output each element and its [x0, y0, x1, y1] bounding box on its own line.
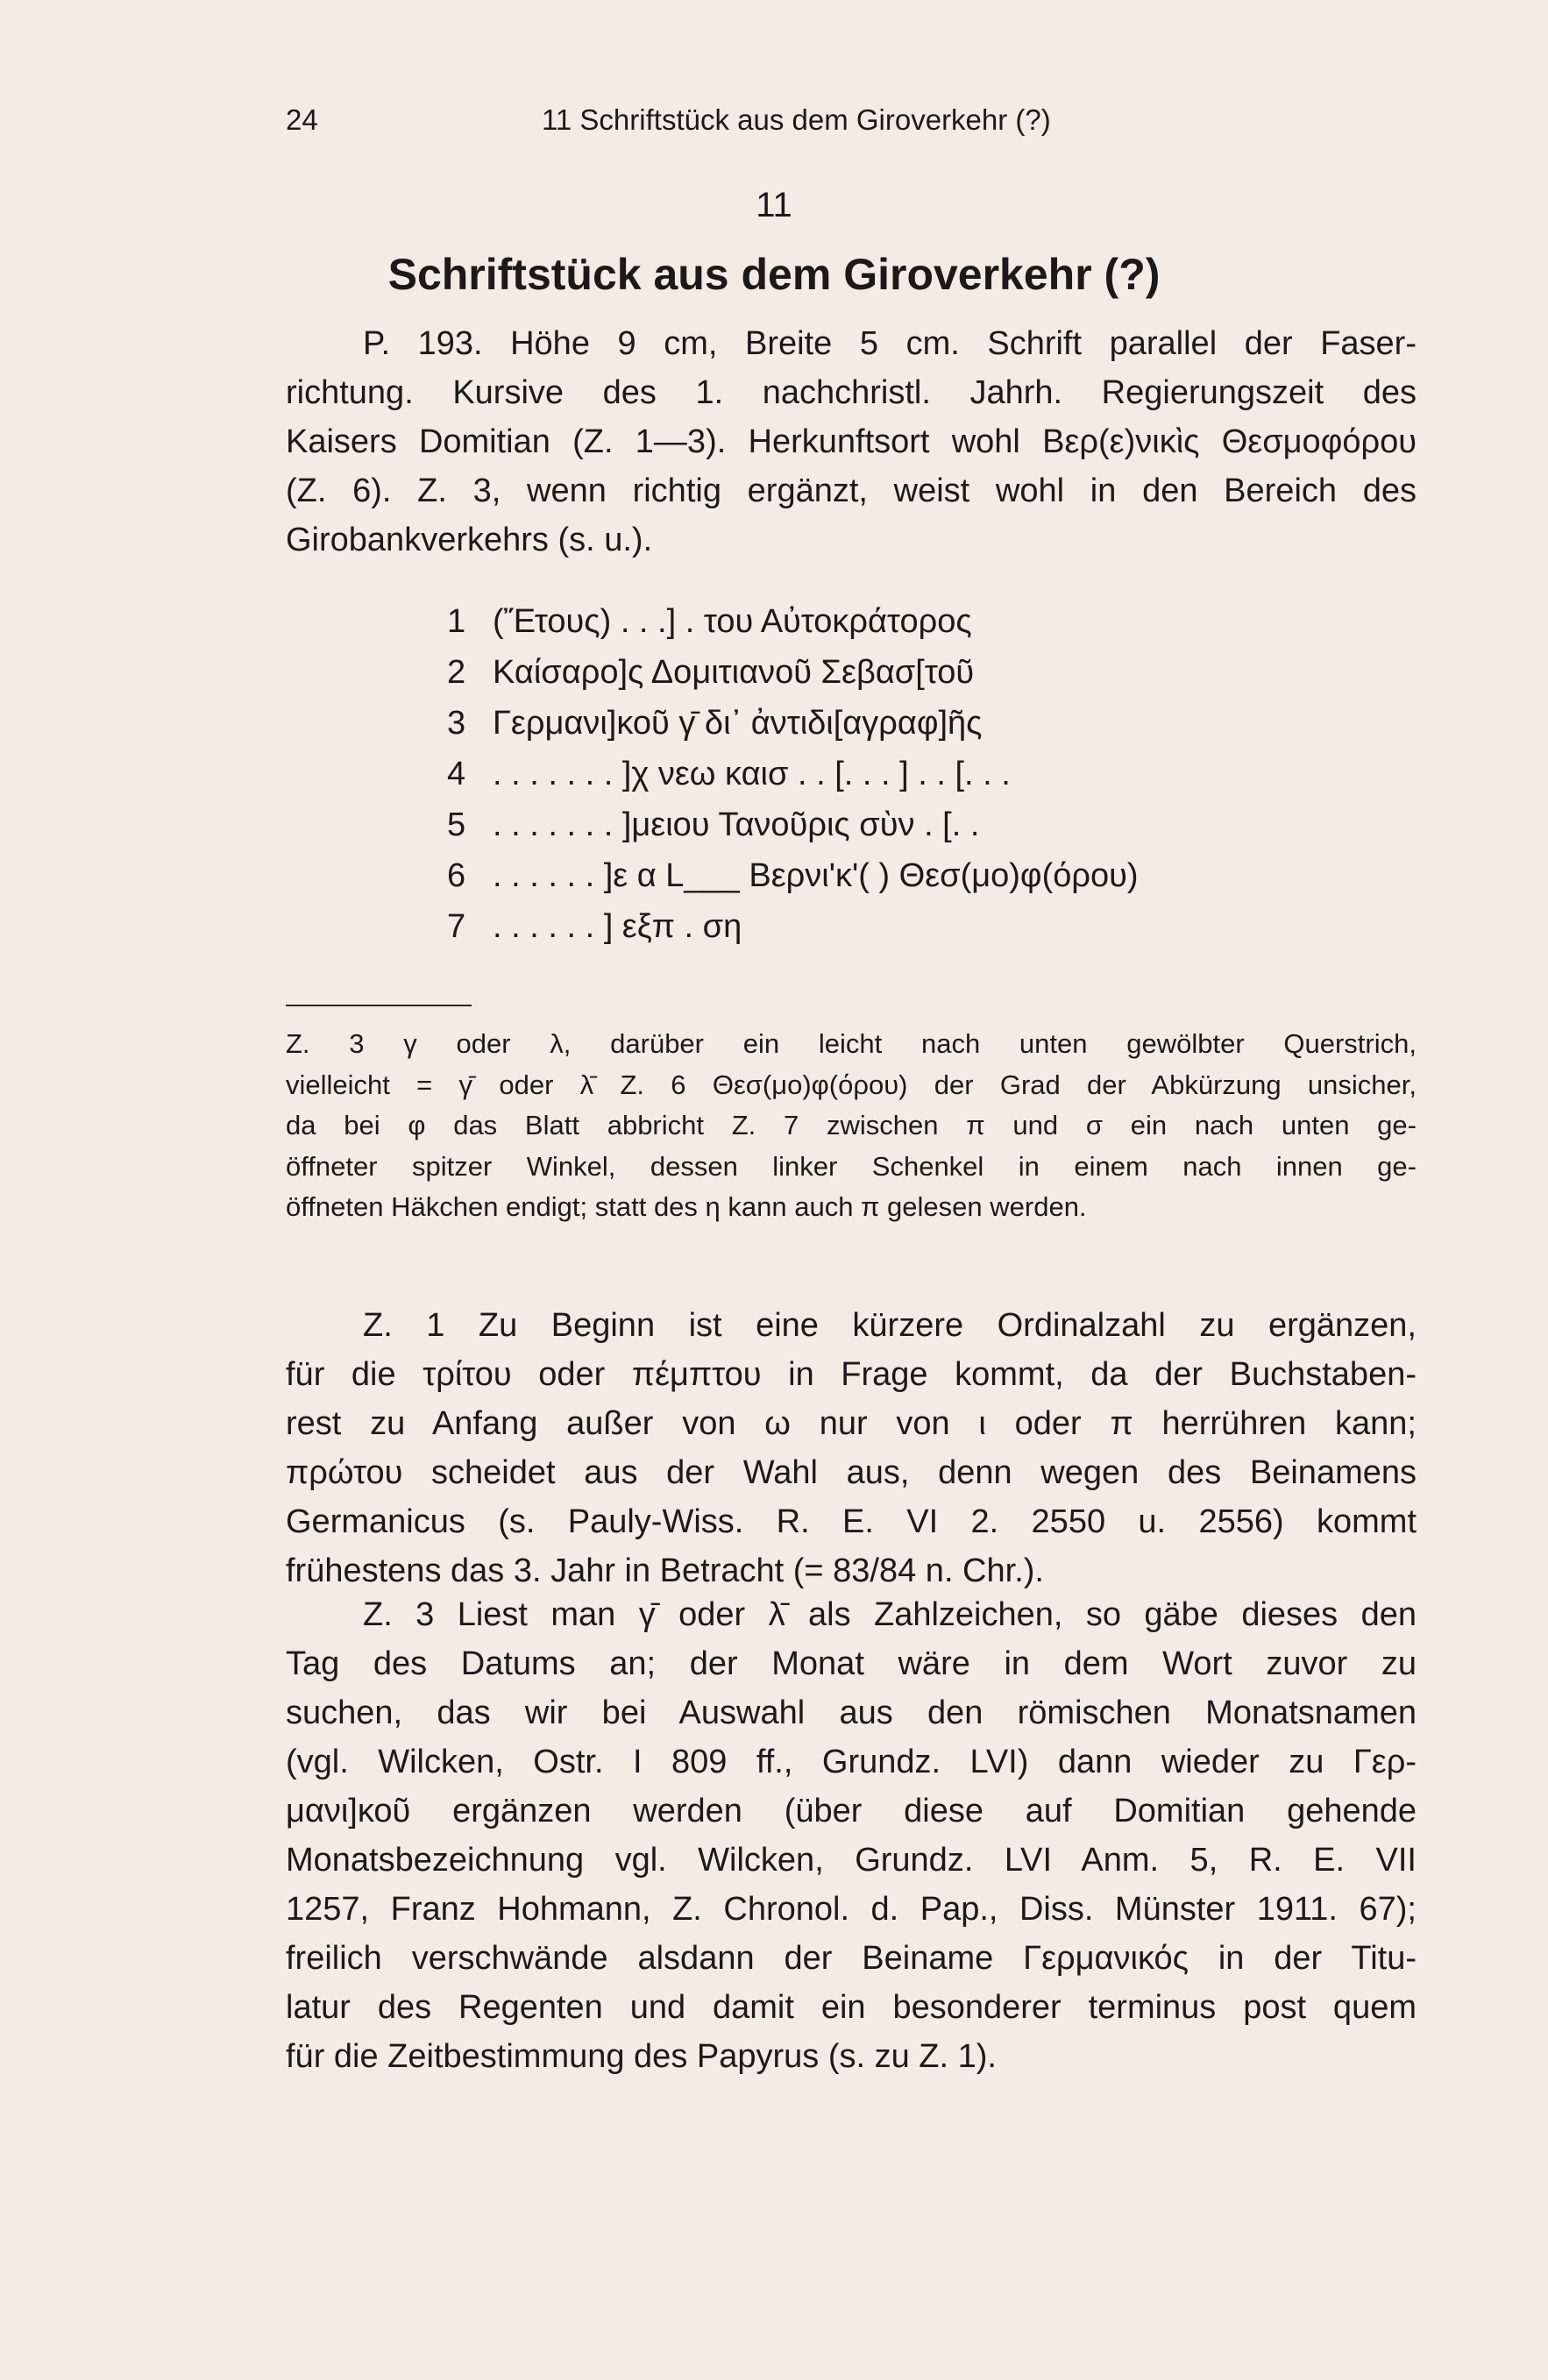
description-paragraph — [286, 319, 1417, 565]
commentary-line: μανι]κοῦ ergänzen werden (über diese auf Domitian gehende — [286, 1793, 1417, 1829]
edition-line — [447, 850, 1324, 901]
edition-text: Γερμανι]κοῦ γ̄ δι᾽ ἀντιδι[αγραφ]ῆς — [493, 705, 983, 742]
description-line: (Z. 6). Z. 3, wenn richtig ergänzt, weist wohl in den Bereich des — [286, 472, 1417, 509]
commentary-line: Z. 3 Liest man γ̄ oder λ̄ als Zahlzeichen, so gäbe dieses den — [363, 1596, 1417, 1633]
edition-line — [447, 596, 1324, 647]
section-number: 11 — [756, 186, 792, 224]
edition-text: . . . . . . . ]χ νεω καισ . . [. . . ] . . [. . . — [493, 756, 1011, 792]
description-line: Girobankverkehrs (s. u.). — [286, 522, 653, 558]
line-number: 1 — [447, 603, 466, 640]
line-number: 3 — [447, 705, 466, 742]
commentary-line: Tag des Datums an; der Monat wäre in dem Wort zuvor zu — [286, 1645, 1417, 1682]
commentary-line: rest zu Anfang außer von ω nur von ι oder π herrühren kann; — [286, 1405, 1417, 1442]
running-header — [286, 103, 1417, 149]
page-number: 24 — [286, 103, 318, 136]
commentary-line: (vgl. Wilcken, Ostr. I 809 ff., Grundz. LVI) dann wieder zu Γερ- — [286, 1744, 1417, 1780]
line-number: 7 — [447, 908, 466, 945]
edition-line — [447, 901, 1324, 952]
description-line: P. 193. Höhe 9 cm, Breite 5 cm. Schrift parallel der Faser- — [363, 325, 1417, 362]
commentary-line: Z. 1 Zu Beginn ist eine kürzere Ordinalzahl zu ergänzen, — [363, 1307, 1417, 1344]
commentary-line: für die Zeitbestimmung des Papyrus (s. zu Z. 1). — [286, 2038, 997, 2075]
critical-apparatus — [286, 1024, 1417, 1228]
commentary-line: Germanicus (s. Pauly-Wiss. R. E. VI 2. 2550 u. 2556) kommt — [286, 1503, 1417, 1540]
edition-text: . . . . . . . ]μειου Τανοῦρις σὺν . [. . — [493, 806, 980, 843]
edition-text: Καίσαρο]ς Δομιτιανοῦ Σεβασ[τοῦ — [493, 654, 975, 691]
edition-line — [447, 647, 1324, 698]
edition-line — [447, 698, 1324, 749]
edition-text: (Ἔτους) . . .] . του Αὐτοκράτορος — [493, 603, 972, 640]
edition-text: . . . . . . ]ε α L___ Βερνι'κ'( ) Θεσ(μο)φ(όρου) — [493, 857, 1139, 894]
apparatus-line: öffneter spitzer Winkel, dessen linker Schenkel in einem nach innen ge- — [286, 1150, 1417, 1182]
commentary-line: suchen, das wir bei Auswahl aus den römischen Monatsnamen — [286, 1694, 1417, 1731]
commentary-paragraph — [286, 1590, 1417, 2081]
line-number: 6 — [447, 857, 466, 894]
papyrus-edition — [447, 596, 1324, 952]
edition-text: . . . . . . ] εξπ . ση — [493, 908, 742, 945]
running-title: 11 Schriftstück aus dem Giroverkehr (?) — [542, 103, 1051, 136]
commentary-line: πρώτου scheidet aus der Wahl aus, denn wegen des Beinamens — [286, 1454, 1417, 1491]
commentary-line: Monatsbezeichnung vgl. Wilcken, Grundz. LVI Anm. 5, R. E. VII — [286, 1842, 1417, 1879]
commentary-line: latur des Regenten und damit ein besonderer terminus post quem — [286, 1989, 1417, 2026]
edition-line — [447, 799, 1324, 850]
edition-line — [447, 749, 1324, 799]
apparatus-line: öffneten Häkchen endigt; statt des η kann auch π gelesen werden. — [286, 1191, 1087, 1222]
description-line: Kaisers Domitian (Z. 1—3). Herkunftsort wohl Βερ(ε)νικὶς Θεσμοφόρου — [286, 423, 1417, 460]
section-title: Schriftstück aus dem Giroverkehr (?) — [387, 250, 1161, 299]
commentary-line: für die τρίτου oder πέμπτου in Frage kommt, da der Buchstaben- — [286, 1356, 1417, 1393]
apparatus-divider — [286, 1005, 472, 1006]
apparatus-line: vielleicht = γ̄ oder λ̄ Z. 6 Θεσ(μο)φ(όρου) der Grad der Abkürzung unsicher, — [286, 1069, 1417, 1100]
description-line: richtung. Kursive des 1. nachchristl. Jahrh. Regierungszeit des — [286, 374, 1417, 411]
commentary-paragraph — [286, 1301, 1417, 1595]
commentary-line: frühestens das 3. Jahr in Betracht (= 83/84 n. Chr.). — [286, 1552, 1044, 1589]
line-number: 2 — [447, 654, 466, 691]
apparatus-line: Z. 3 γ oder λ, darüber ein leicht nach unten gewölbter Querstrich, — [286, 1028, 1417, 1059]
apparatus-line: da bei φ das Blatt abbricht Z. 7 zwischen π und σ ein nach unten ge- — [286, 1110, 1417, 1140]
commentary-line: 1257, Franz Hohmann, Z. Chronol. d. Pap., Diss. Münster 1911. 67); — [286, 1891, 1417, 1928]
commentary-line: freilich verschwände alsdann der Beiname Γερμανικός in der Titu- — [286, 1940, 1417, 1977]
line-number: 4 — [447, 756, 466, 792]
line-number: 5 — [447, 806, 466, 843]
